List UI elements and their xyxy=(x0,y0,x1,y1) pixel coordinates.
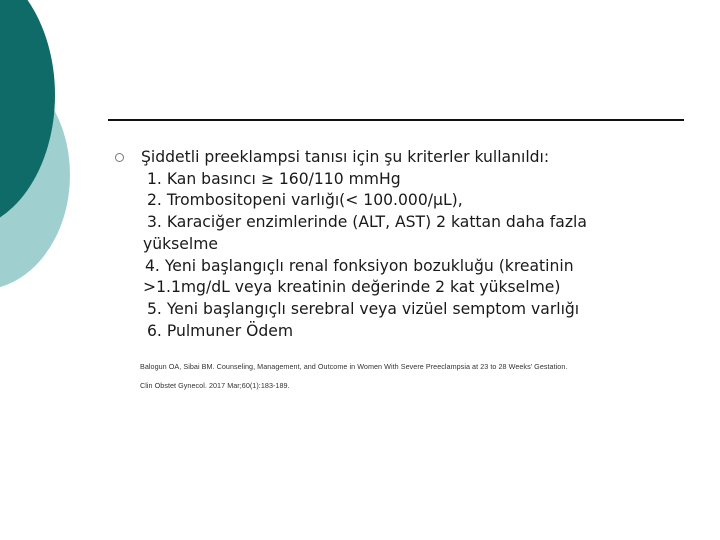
criterion-3-continued: yükselme xyxy=(143,234,218,253)
criterion-1: 1. Kan basıncı ≥ 160/110 mmHg xyxy=(147,169,401,188)
criterion-3: 3. Karaciğer enzimlerinde (ALT, AST) 2 kattan daha fazla xyxy=(147,213,587,232)
reference-line-2: Clin Obstet Gynecol. 2017 Mar;60(1):183-189. xyxy=(140,381,290,390)
reference-line-1: Balogun OA, Sibai BM. Counseling, Management, and Outcome in Women With Severe Preeclampsia at 23 to 28 Weeks' Gestation. xyxy=(140,362,568,371)
title-divider xyxy=(108,119,684,121)
criterion-6: 6. Pulmuner Ödem xyxy=(147,321,294,340)
criterion-2: 2. Trombositopeni varlığı(< 100.000/µL), xyxy=(147,191,463,210)
bullet-icon xyxy=(115,153,124,162)
criterion-4: 4. Yeni başlangıçlı renal fonksiyon bozukluğu (kreatinin xyxy=(145,256,574,275)
criteria-heading: Şiddetli preeklampsi tanısı için şu kriterler kullanıldı: xyxy=(141,148,550,166)
criterion-5: 5. Yeni başlangıçlı serebral veya vizüel semptom varlığı xyxy=(147,299,580,318)
criterion-4-continued: >1.1mg/dL veya kreatinin değerinde 2 kat yükselme) xyxy=(143,278,561,297)
criteria-text xyxy=(141,147,681,342)
